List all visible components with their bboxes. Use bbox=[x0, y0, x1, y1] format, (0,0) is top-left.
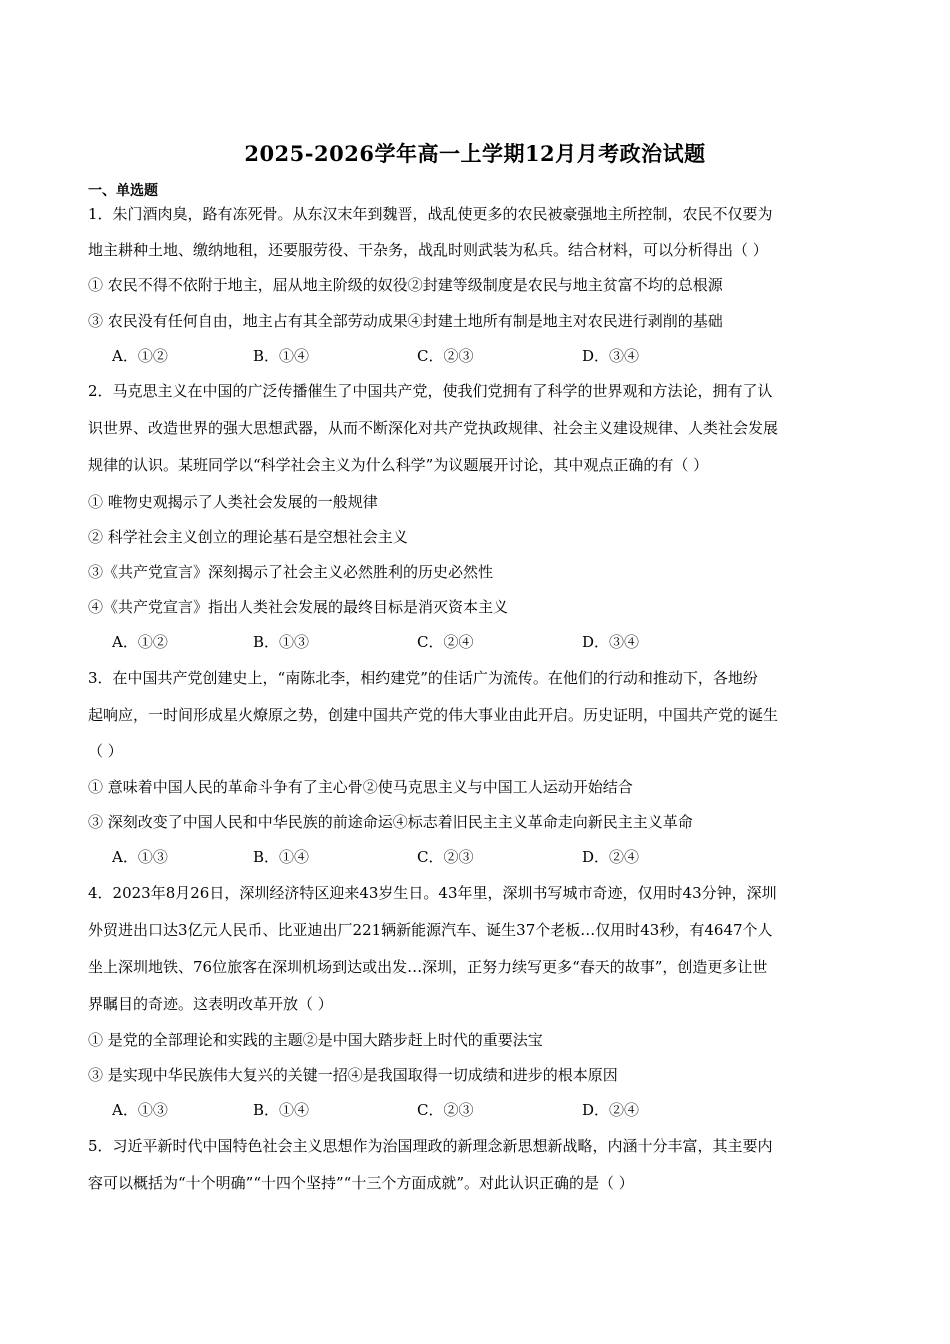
question-1-statement: ① 农民不得不依附于地主，屈从地主阶级的奴役②封建等级制度是农民与地主贫富不均的总根源 bbox=[88, 276, 723, 294]
question-1-stem-line: 1．朱门酒肉臭，路有冻死骨。从东汉末年到魏晋，战乱使更多的农民被豪强地主所控制，农民不仅要为 bbox=[88, 205, 773, 223]
question-4-stem-line: 界瞩目的奇迹。这表明改革开放（ ） bbox=[88, 995, 333, 1013]
question-5-stem-line: 5．习近平新时代中国特色社会主义思想作为治国理政的新理念新思想新战略，内涵十分丰富，其主要内 bbox=[88, 1137, 773, 1155]
option-d[interactable]: D．③④ bbox=[582, 633, 640, 651]
question-4-statement: ③ 是实现中华民族伟大复兴的关键一招④是我国取得一切成绩和进步的根本原因 bbox=[88, 1066, 618, 1084]
option-c[interactable]: C．②③ bbox=[417, 1101, 474, 1119]
option-d[interactable]: D．③④ bbox=[582, 347, 640, 365]
option-b[interactable]: B．①④ bbox=[253, 1101, 310, 1119]
question-3-statement: ③ 深刻改变了中国人民和中华民族的前途命运④标志着旧民主主义革命走向新民主主义革命 bbox=[88, 813, 693, 831]
question-4-stem-line: 外贸进出口达3亿元人民币、比亚迪出厂221辆新能源汽车、诞生37个老板…仅用时43秒，有4647个人 bbox=[88, 921, 773, 939]
option-b[interactable]: B．①④ bbox=[253, 347, 310, 365]
question-2-stem-line: 规律的认识。某班同学以“科学社会主义为什么科学”为议题展开讨论，其中观点正确的有（ ） bbox=[88, 456, 709, 474]
question-3-stem-line: 3．在中国共产党创建史上，“南陈北李，相约建党”的佳话广为流传。在他们的行动和推动下，各地纷 bbox=[88, 669, 758, 687]
question-4-stem-line: 4．2023年8月26日，深圳经济特区迎来43岁生日。43年里，深圳书写城市奇迹，仅用时43分钟，深圳 bbox=[88, 884, 777, 902]
question-5-stem-line: 容可以概括为“十个明确”“十四个坚持”“十三个方面成就”。对此认识正确的是（ ） bbox=[88, 1174, 634, 1192]
option-b[interactable]: B．①③ bbox=[253, 633, 310, 651]
page-title: 2025-2026学年高一上学期12月月考政治试题 bbox=[244, 141, 706, 166]
question-2-stem-line: 2．马克思主义在中国的广泛传播催生了中国共产党，使我们党拥有了科学的世界观和方法论，拥有了认 bbox=[88, 382, 773, 400]
question-2-statement: ② 科学社会主义创立的理论基石是空想社会主义 bbox=[88, 528, 408, 546]
question-2-statement: ④《共产党宣言》指出人类社会发展的最终目标是消灭资本主义 bbox=[88, 598, 509, 616]
option-a[interactable]: A．①③ bbox=[112, 848, 168, 866]
section-heading: 一、单选题 bbox=[88, 183, 158, 199]
option-d[interactable]: D．②④ bbox=[582, 1101, 640, 1119]
question-2-statement: ③《共产党宣言》深刻揭示了社会主义必然胜利的历史必然性 bbox=[88, 563, 494, 581]
option-b[interactable]: B．①④ bbox=[253, 848, 310, 866]
question-1-statement: ③ 农民没有任何自由，地主占有其全部劳动成果④封建土地所有制是地主对农民进行剥削的基础 bbox=[88, 312, 723, 330]
option-a[interactable]: A．①③ bbox=[112, 1101, 168, 1119]
question-1-stem-line: 地主耕种土地、缴纳地租，还要服劳役、干杂务，战乱时则武装为私兵。结合材料，可以分析得出（ ） bbox=[88, 241, 768, 259]
question-4-stem-line: 坐上深圳地铁、76位旅客在深圳机场到达或出发…深圳，正努力续写更多“春天的故事”，创造更多让世 bbox=[88, 958, 768, 976]
question-3-stem-line: （ ） bbox=[88, 742, 123, 760]
question-2-stem-line: 识世界、改造世界的强大思想武器，从而不断深化对共产党执政规律、社会主义建设规律、人类社会发展 bbox=[88, 419, 779, 437]
question-4-options bbox=[112, 1100, 812, 1120]
question-3-options bbox=[112, 847, 812, 867]
question-3-stem-line: 起响应，一时间形成星火燎原之势，创建中国共产党的伟大事业由此开启。历史证明，中国共产党的诞生 bbox=[88, 706, 779, 724]
option-c[interactable]: C．②③ bbox=[417, 848, 474, 866]
question-2-options bbox=[112, 632, 812, 652]
question-1-options bbox=[112, 346, 812, 366]
question-4-statement: ① 是党的全部理论和实践的主题②是中国大踏步赶上时代的重要法宝 bbox=[88, 1031, 543, 1049]
question-2-statement: ① 唯物史观揭示了人类社会发展的一般规律 bbox=[88, 493, 378, 511]
option-c[interactable]: C．②④ bbox=[417, 633, 474, 651]
option-d[interactable]: D．②④ bbox=[582, 848, 640, 866]
question-3-statement: ① 意味着中国人民的革命斗争有了主心骨②使马克思主义与中国工人运动开始结合 bbox=[88, 778, 633, 796]
option-c[interactable]: C．②③ bbox=[417, 347, 474, 365]
option-a[interactable]: A．①② bbox=[112, 347, 168, 365]
option-a[interactable]: A．①② bbox=[112, 633, 168, 651]
